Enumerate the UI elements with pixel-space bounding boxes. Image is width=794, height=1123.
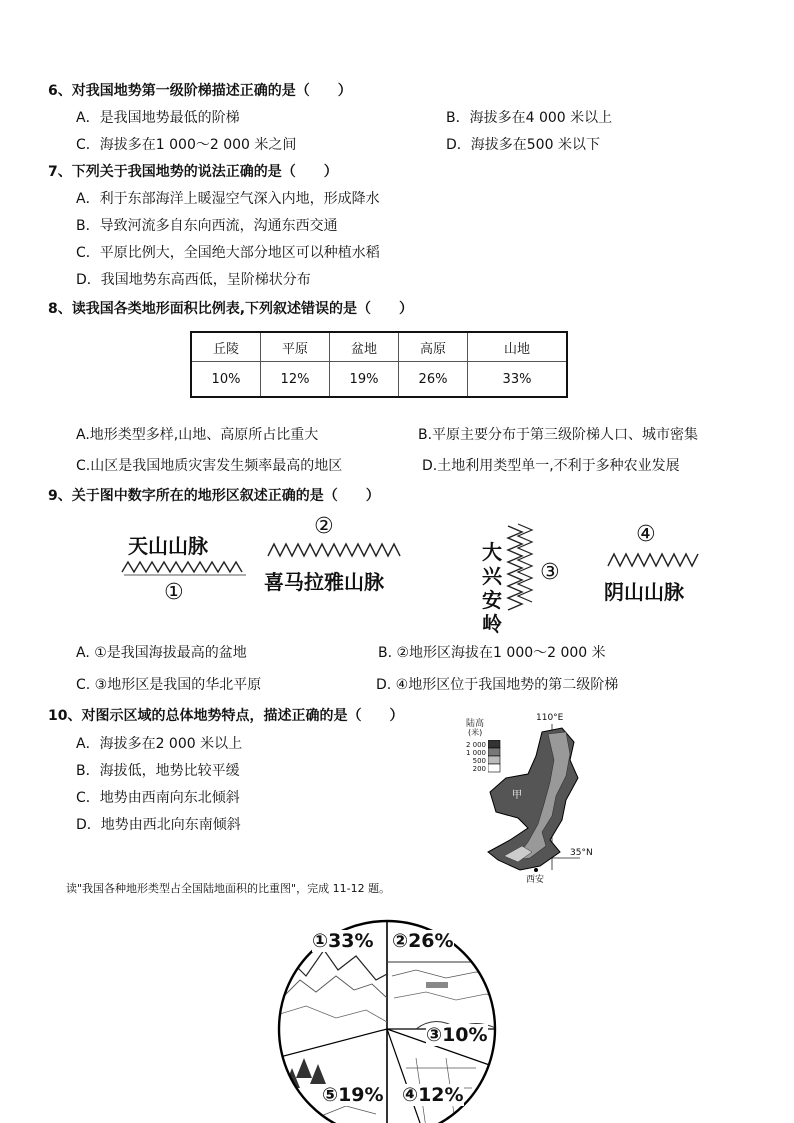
q8-option-d: D.土地利用类型单一,不利于多种农业发展 — [422, 458, 680, 474]
q6-option-d: D．海拔多在500 米以下 — [446, 137, 600, 153]
pie-label-hill: ③10% — [426, 1024, 488, 1046]
q8-option-b: B.平原主要分布于第三级阶梯人口、城市密集 — [418, 427, 699, 443]
marker-1: ① — [164, 580, 184, 605]
terrain-ratio-table — [190, 331, 568, 398]
q9-option-a: A. ①是我国海拔最高的盆地 — [76, 645, 247, 661]
daxinganling-char: 兴 — [482, 564, 502, 588]
q6-option-a: A．是我国地势最低的阶梯 — [76, 110, 240, 126]
q6-option-b: B．海拔多在4 000 米以上 — [446, 110, 613, 126]
q6-stem: 6、对我国地势第一级阶梯描述正确的是（ ） — [48, 83, 352, 99]
region-relief-map — [470, 720, 600, 890]
table-header-cell: 高原 — [399, 332, 468, 362]
tianshan-mountains-icon — [120, 556, 250, 576]
q9-option-d: D. ④地形区位于我国地势的第二级阶梯 — [376, 677, 619, 693]
q9-option-c: C. ③地形区是我国的华北平原 — [76, 677, 262, 693]
daxinganling-char: 安 — [482, 588, 502, 612]
q10-stem: 10、对图示区域的总体地势特点，描述正确的是（ ） — [48, 708, 404, 724]
q7-option-a: A．利于东部海洋上暖湿空气深入内地，形成降水 — [76, 191, 380, 207]
marker-3: ③ — [540, 560, 560, 585]
yinshan-mountains-icon — [606, 548, 702, 570]
pie-label-mountain: ①33% — [312, 930, 374, 952]
table-header-cell: 盆地 — [330, 332, 399, 362]
q8-option-c: C.山区是我国地质灾害发生频率最高的地区 — [76, 458, 343, 474]
q11-12-intro: 读"我国各种地形类型占全国陆地面积的比重图"，完成 11-12 题。 — [66, 882, 391, 895]
table-cell: 26% — [399, 362, 468, 398]
table-cell: 12% — [261, 362, 330, 398]
yinshan-label: 阴山山脉 — [604, 580, 684, 604]
pie-label-plain: ④12% — [402, 1084, 464, 1106]
map-legend-unit: (米) — [468, 728, 483, 737]
pie-label-basin: ⑤19% — [322, 1084, 384, 1106]
q10-option-c: C．地势由西南向东北倾斜 — [76, 790, 240, 806]
table-cell: 19% — [330, 362, 399, 398]
q9-option-b: B. ②地形区海拔在1 000～2 000 米 — [378, 645, 606, 661]
map-longitude-label: 110°E — [536, 713, 564, 723]
table-row — [191, 362, 567, 398]
himalaya-mountains-icon — [266, 538, 404, 560]
daxinganling-char: 岭 — [482, 612, 502, 636]
map-city-label: 西安 — [526, 875, 545, 885]
q8-stem: 8、读我国各类地形面积比例表,下列叙述错误的是（ ） — [48, 301, 414, 317]
q9-stem: 9、关于图中数字所在的地形区叙述正确的是（ ） — [48, 488, 380, 504]
q10-option-b: B．海拔低，地势比较平缓 — [76, 763, 240, 779]
himalaya-label: 喜马拉雅山脉 — [264, 570, 384, 594]
q10-option-a: A．海拔多在2 000 米以上 — [76, 736, 243, 752]
table-cell: 10% — [191, 362, 261, 398]
table-header-cell: 山地 — [468, 332, 568, 362]
table-header-cell: 丘陵 — [191, 332, 261, 362]
daxinganling-mountains-icon — [504, 522, 538, 612]
legend-level: 500 — [472, 757, 486, 765]
marker-4: ④ — [636, 522, 656, 547]
legend-level: 200 — [472, 765, 486, 773]
q8-option-a: A.地形类型多样,山地、高原所占比重大 — [76, 427, 319, 443]
pie-label-plateau: ②26% — [392, 930, 454, 952]
map-label-jia: 甲 — [512, 790, 522, 801]
daxinganling-label — [482, 540, 502, 636]
terrain-proportion-pie — [276, 918, 498, 1123]
table-cell: 33% — [468, 362, 568, 398]
table-header-cell: 平原 — [261, 332, 330, 362]
q7-option-d: D．我国地势东高西低，呈阶梯状分布 — [76, 272, 311, 288]
map-latitude-label: 35°N — [570, 848, 593, 858]
table-header-row — [191, 332, 567, 362]
q7-option-c: C．平原比例大，全国绝大部分地区可以种植水稻 — [76, 245, 380, 261]
map-legend-title: 陆高 — [466, 719, 485, 729]
q6-option-c: C．海拔多在1 000～2 000 米之间 — [76, 137, 297, 153]
legend-level: 2 000 — [465, 741, 486, 749]
q7-stem: 7、下列关于我国地势的说法正确的是（ ） — [48, 164, 338, 180]
tianshan-label: 天山山脉 — [128, 534, 208, 558]
q10-option-d: D．地势由西北向东南倾斜 — [76, 817, 241, 833]
marker-2: ② — [314, 514, 334, 539]
daxinganling-char: 大 — [482, 540, 502, 564]
legend-level: 1 000 — [465, 749, 486, 757]
q7-option-b: B．导致河流多自东向西流，沟通东西交通 — [76, 218, 338, 234]
